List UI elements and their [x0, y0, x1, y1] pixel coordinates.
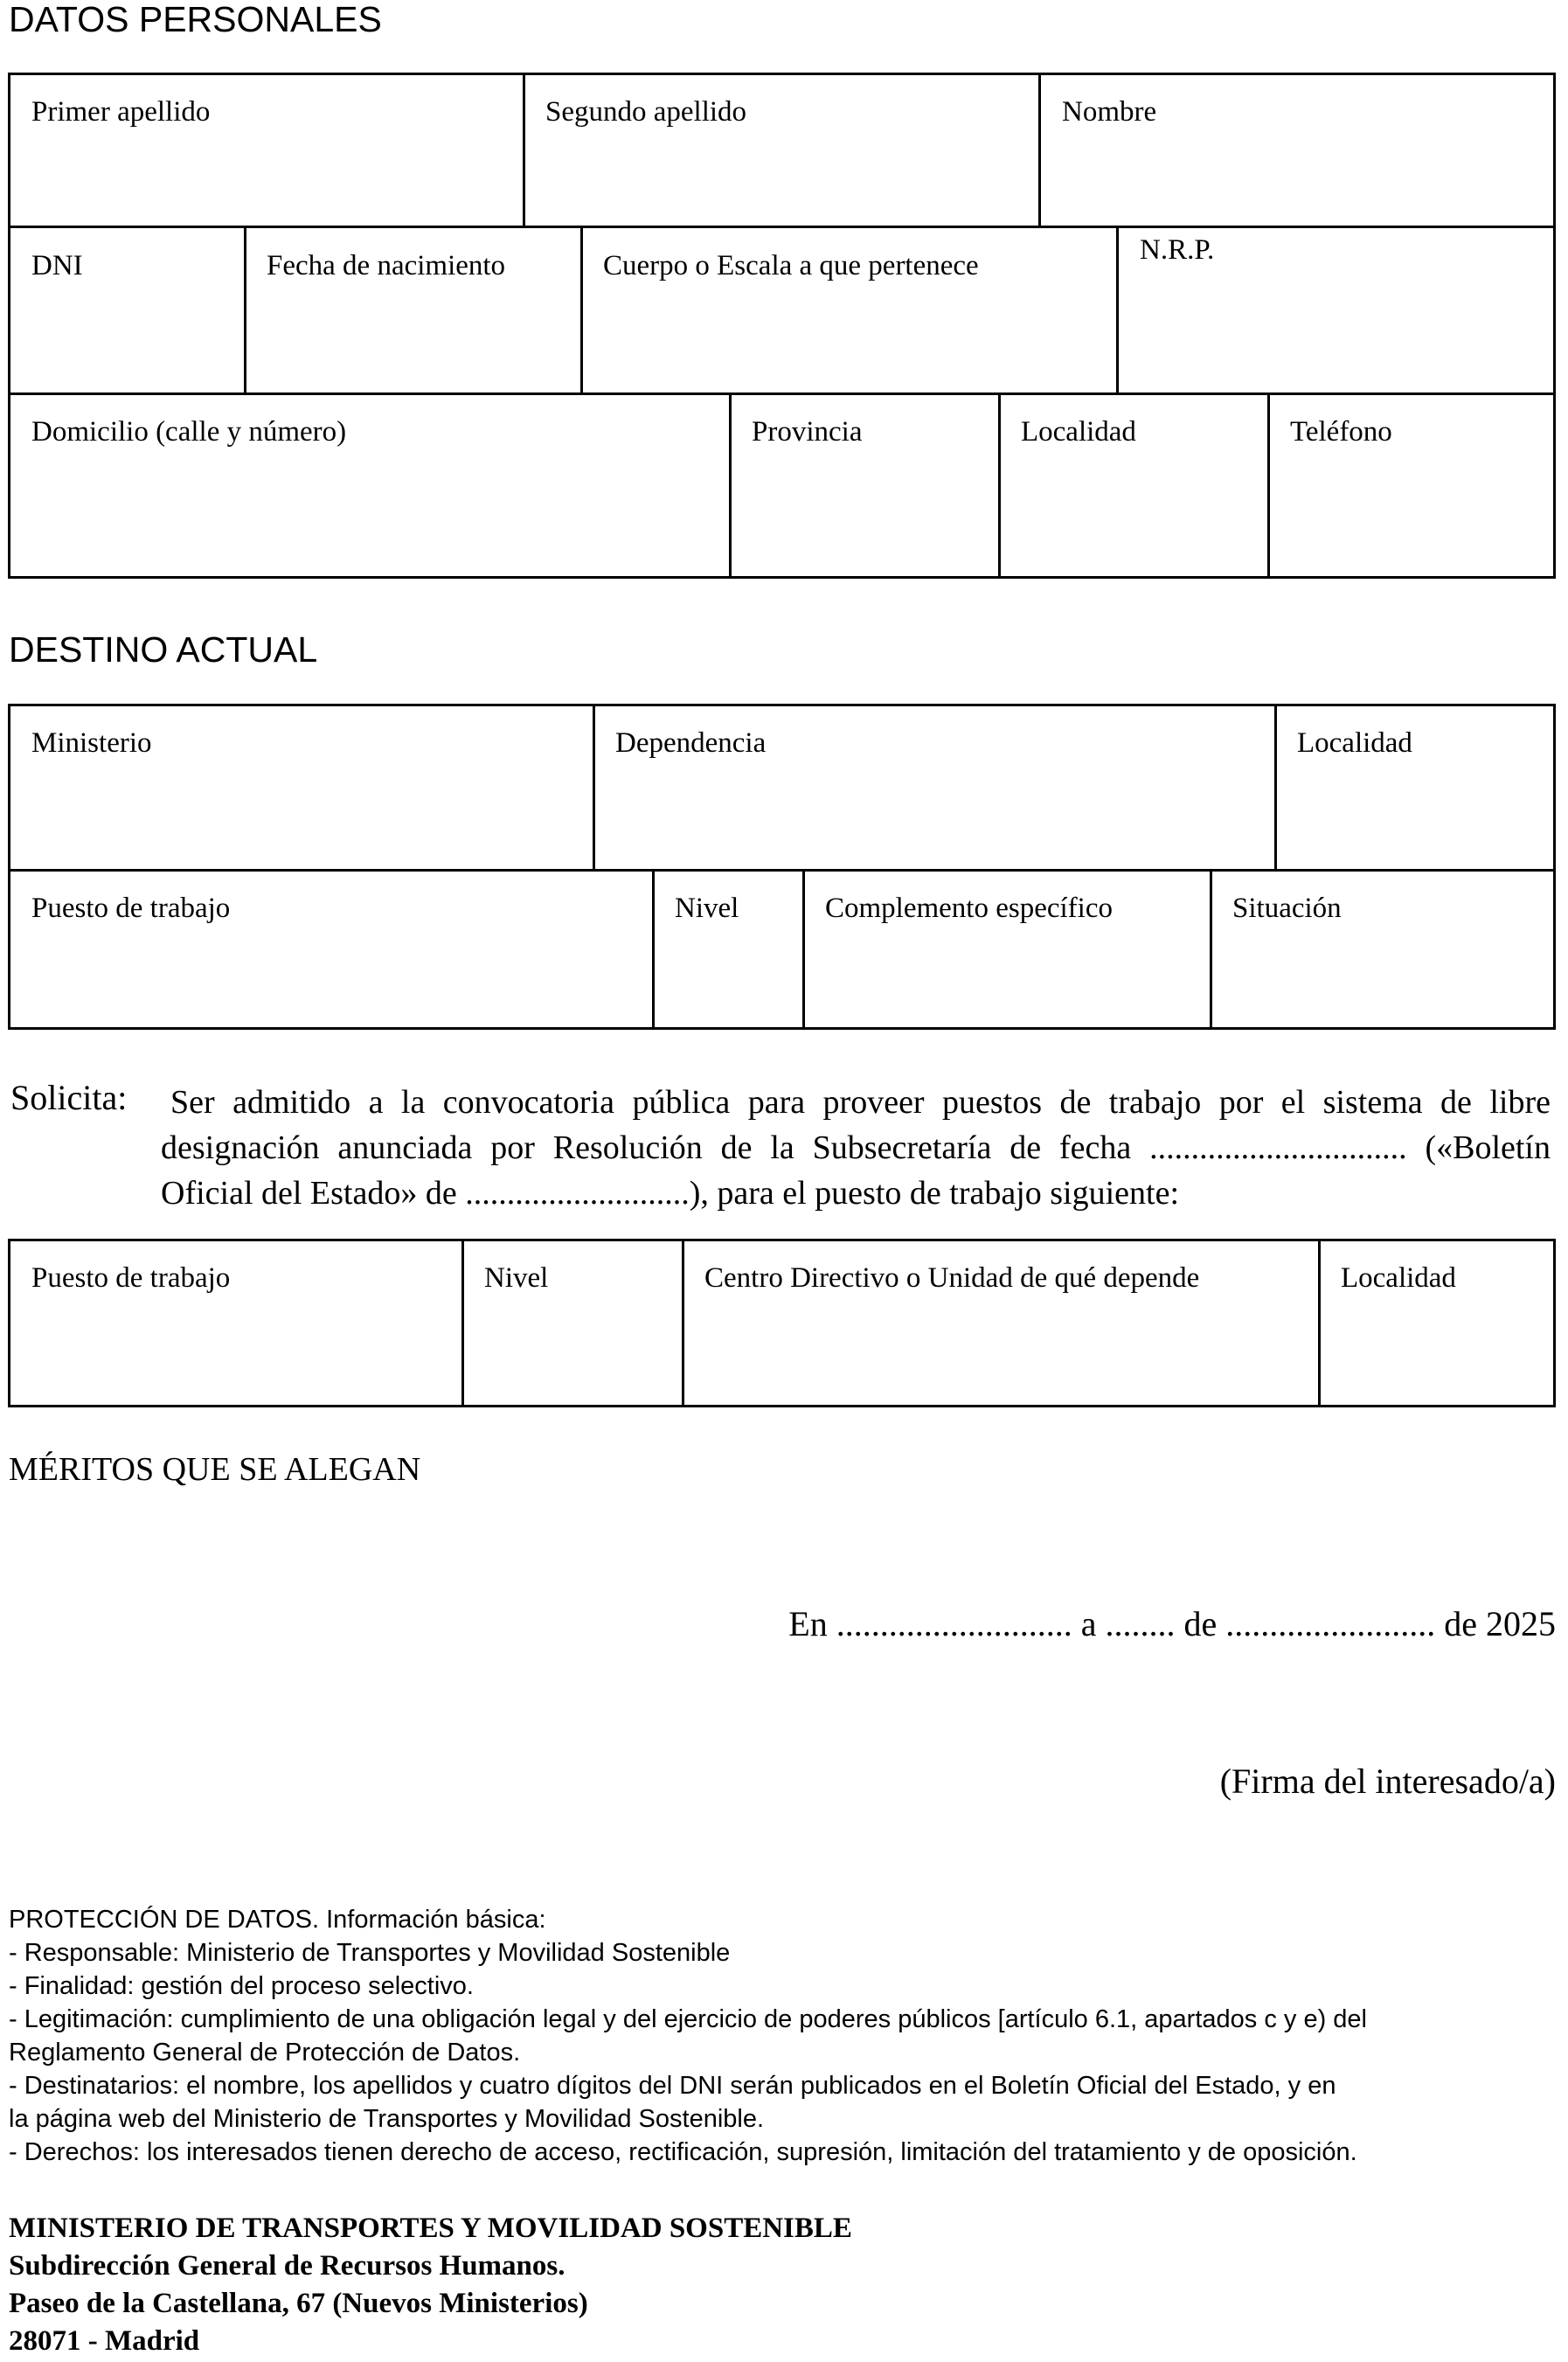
field-provincia: Provincia	[752, 416, 863, 448]
field-nivel: Nivel	[675, 893, 739, 924]
field-puesto-solicitado: Puesto de trabajo	[31, 1262, 231, 1294]
field-puesto-trabajo: Puesto de trabajo	[31, 893, 231, 924]
field-telefono: Teléfono	[1290, 416, 1392, 448]
direccion-linea: Paseo de la Castellana, 67 (Nuevos Ministerios)	[9, 2288, 588, 2319]
field-complemento-especifico: Complemento específico	[825, 893, 1113, 924]
proteccion-linea: la página web del Ministerio de Transportes y Movilidad Sostenible.	[9, 2105, 765, 2133]
section-title-datos-personales: DATOS PERSONALES	[9, 0, 382, 39]
section-title-destino-actual: DESTINO ACTUAL	[9, 629, 318, 670]
field-domicilio: Domicilio (calle y número)	[31, 416, 347, 448]
firma-interesado: (Firma del interesado/a)	[1219, 1761, 1556, 1801]
direccion-linea: 28071 - Madrid	[9, 2325, 200, 2357]
field-cuerpo-escala: Cuerpo o Escala a que pertenece	[603, 250, 979, 281]
proteccion-linea: - Derechos: los interesados tienen derecho de acceso, rectificación, supresión, limitación del tratamiento y de oposición.	[9, 2138, 1357, 2166]
field-primer-apellido: Primer apellido	[31, 96, 211, 128]
field-situacion: Situación	[1232, 893, 1342, 924]
field-localidad: Localidad	[1021, 416, 1136, 448]
solicita-label: Solicita:	[10, 1078, 128, 1117]
field-nivel-solicitado: Nivel	[484, 1262, 549, 1294]
field-nombre: Nombre	[1062, 96, 1157, 128]
field-fecha-nacimiento: Fecha de nacimiento	[267, 250, 506, 281]
proteccion-linea: PROTECCIÓN DE DATOS. Información básica:	[9, 1906, 546, 1934]
proteccion-linea: - Legitimación: cumplimiento de una obligación legal y del ejercicio de poderes públicos [artículo 6.1, apartados c y e) del	[9, 2005, 1367, 2033]
solicita-text: Ser admitido a la convocatoria pública para proveer puestos de trabajo por el sistema de libre designación anunciada por Resolución de la Subsecretaría de fecha ............................... («Boletín Oficial del Estado» de ...........................), para el puesto de trabajo siguiente:	[161, 1084, 1551, 1212]
field-dependencia: Dependencia	[615, 727, 767, 759]
proteccion-linea: - Finalidad: gestión del proceso selectivo.	[9, 1972, 474, 2000]
proteccion-linea: Reglamento General de Protección de Datos.	[9, 2039, 521, 2067]
proteccion-linea: - Responsable: Ministerio de Transportes y Movilidad Sostenible	[9, 1939, 731, 1967]
direccion-linea: MINISTERIO DE TRANSPORTES Y MOVILIDAD SOSTENIBLE	[9, 2213, 852, 2244]
field-nrp: N.R.P.	[1140, 234, 1215, 266]
section-title-meritos: MÉRITOS QUE SE ALEGAN	[9, 1451, 421, 1488]
field-centro-directivo: Centro Directivo o Unidad de qué depende	[704, 1262, 1200, 1294]
field-segundo-apellido: Segundo apellido	[545, 96, 747, 128]
field-localidad-destino: Localidad	[1297, 727, 1412, 759]
field-dni: DNI	[31, 250, 83, 281]
fecha-linea: En ........................... a ........ de ........................ de 2025	[788, 1604, 1556, 1643]
field-localidad-solicitada: Localidad	[1341, 1262, 1456, 1294]
proteccion-linea: - Destinatarios: el nombre, los apellidos y cuatro dígitos del DNI serán publicados en el Boletín Oficial del Estado, y en	[9, 2072, 1336, 2100]
field-ministerio: Ministerio	[31, 727, 152, 759]
proteccion-datos	[9, 1903, 1367, 2169]
direccion-ministerio	[9, 2210, 852, 2360]
direccion-linea: Subdirección General de Recursos Humanos.	[9, 2250, 565, 2282]
